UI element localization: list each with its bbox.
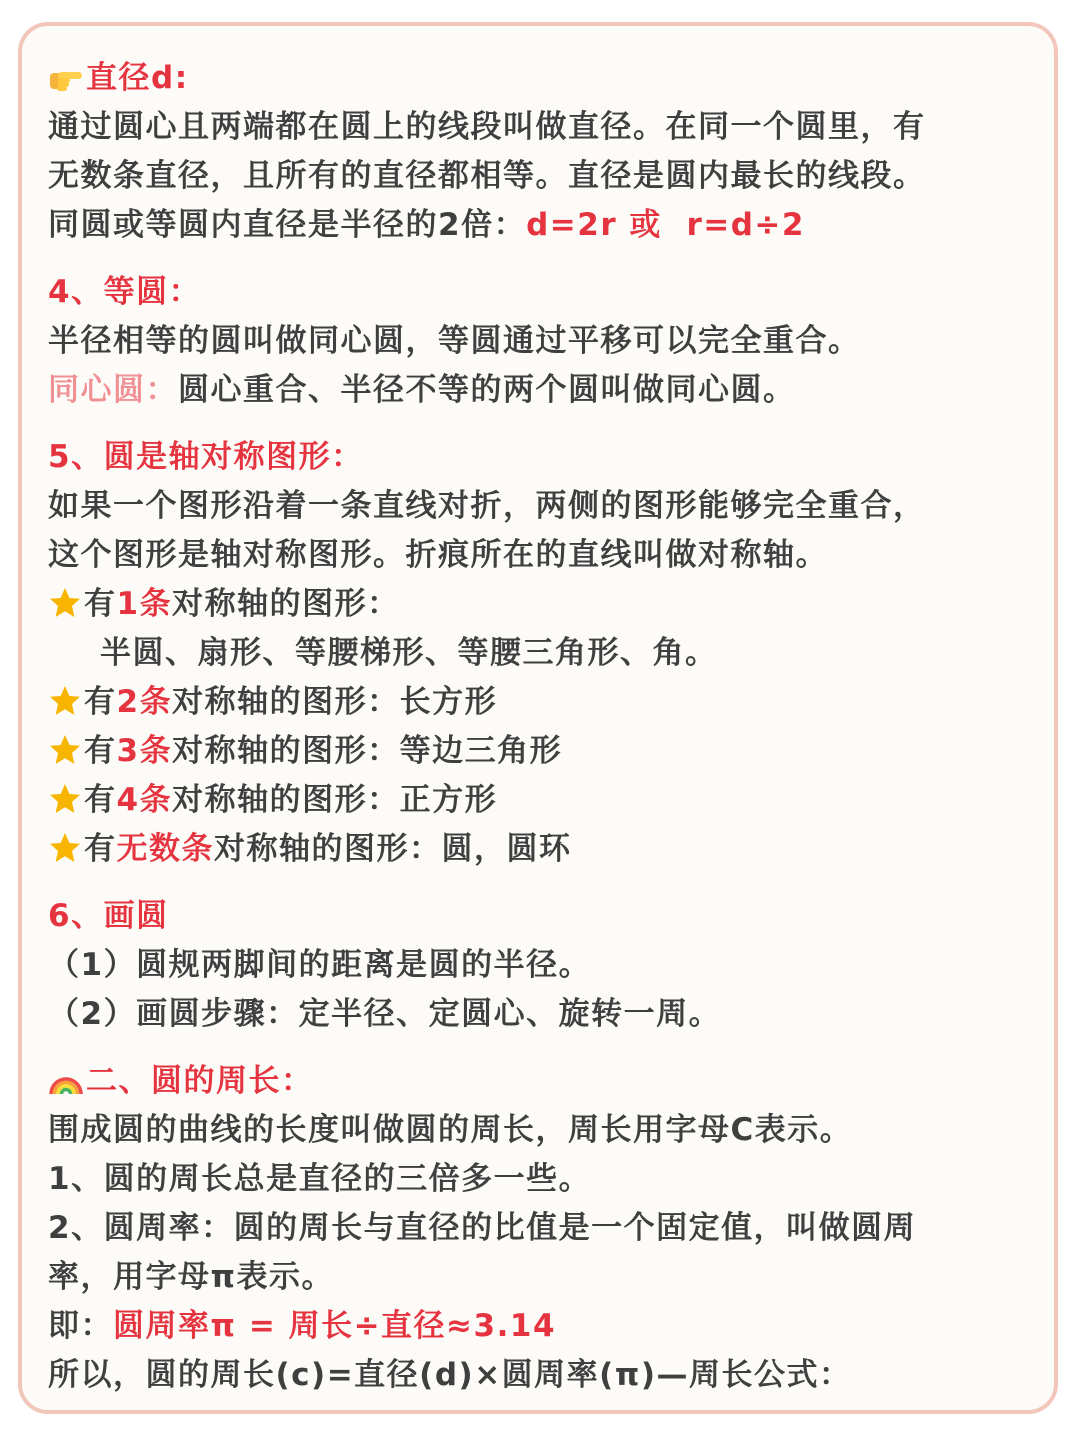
symmetry-item xyxy=(48,825,1038,874)
star-icon xyxy=(48,586,82,620)
note-content xyxy=(48,54,1038,1400)
diameter-heading-row xyxy=(48,54,1038,103)
symmetry-line-2: 这个图形是轴对称图形。折痕所在的直线叫做对称轴。 xyxy=(48,537,828,573)
circumference-heading: 二、圆的周长： xyxy=(86,1063,314,1099)
draw-circle-line-2: （2）画圆步骤：定半径、定圆心、旋转一周。 xyxy=(48,996,722,1032)
symmetry-item-count: 2条 xyxy=(116,684,173,720)
symmetry-item-pre: 有 xyxy=(84,586,117,622)
symmetry-item-count: 1条 xyxy=(116,586,173,622)
symmetry-heading: 5、圆是轴对称图形： xyxy=(48,439,364,475)
symmetry-item-count: 3条 xyxy=(116,733,173,769)
symmetry-item-count: 无数条 xyxy=(116,831,214,867)
star-icon xyxy=(48,782,82,816)
symmetry-item-post: 对称轴的图形：正方形 xyxy=(172,782,498,818)
symmetry-item-post: 对称轴的图形：长方形 xyxy=(172,684,498,720)
concentric-circle-label: 同心圆： xyxy=(48,372,178,408)
symmetry-item xyxy=(48,727,1038,776)
symmetry-item-post: 对称轴的图形：圆，圆环 xyxy=(214,831,572,867)
diameter-line-3 xyxy=(48,201,1038,250)
equal-circle-heading: 4、等圆： xyxy=(48,274,202,310)
symmetry-item xyxy=(48,776,1038,825)
pi-formula: 圆周率π = 周长÷直径≈3.14 xyxy=(113,1308,557,1344)
symmetry-item xyxy=(48,678,1038,727)
diameter-heading: 直径d: xyxy=(86,60,189,96)
diameter-line-2: 无数条直径，且所有的直径都相等。直径是圆内最长的线段。 xyxy=(48,158,926,194)
star-icon xyxy=(48,684,82,718)
circumference-line-6: 所以，圆的周长(c)=直径(d)×圆周率(π)—周长公式： xyxy=(48,1357,852,1393)
circumference-line-2: 1、圆的周长总是直径的三倍多一些。 xyxy=(48,1161,592,1197)
diameter-formula: d=2r 或 r=d÷2 xyxy=(526,207,805,243)
symmetry-item-pre: 有 xyxy=(84,831,117,867)
symmetry-item xyxy=(48,580,1038,629)
symmetry-line-1: 如果一个图形沿着一条直线对折，两侧的图形能够完全重合， xyxy=(48,488,926,524)
symmetry-item-pre: 有 xyxy=(84,684,117,720)
symmetry-item-pre: 有 xyxy=(84,782,117,818)
circumference-heading-row xyxy=(48,1057,1038,1106)
equal-circle-line-1: 半径相等的圆叫做同心圆，等圆通过平移可以完全重合。 xyxy=(48,323,861,359)
star-icon xyxy=(48,831,82,865)
symmetry-item-count: 4条 xyxy=(116,782,173,818)
circumference-line-4: 率，用字母π表示。 xyxy=(48,1259,335,1295)
rainbow-icon xyxy=(48,1064,84,1096)
circumference-line-3: 2、圆周率：圆的周长与直径的比值是一个固定值，叫做圆周 xyxy=(48,1210,917,1246)
concentric-circle-text: 圆心重合、半径不等的两个圆叫做同心圆。 xyxy=(178,372,796,408)
draw-circle-line-1: （1）圆规两脚间的距离是圆的半径。 xyxy=(48,947,592,983)
symmetry-item-pre: 有 xyxy=(84,733,117,769)
star-icon xyxy=(48,733,82,767)
symmetry-item-post: 对称轴的图形：等边三角形 xyxy=(172,733,563,769)
pi-prefix: 即： xyxy=(48,1308,113,1344)
pointing-hand-icon xyxy=(48,61,84,93)
diameter-ratio-text: 同圆或等圆内直径是半径的2倍： xyxy=(48,207,527,243)
draw-circle-heading: 6、画圆 xyxy=(48,898,169,934)
circumference-line-1: 围成圆的曲线的长度叫做圆的周长，周长用字母C表示。 xyxy=(48,1112,853,1148)
circumference-line-5 xyxy=(48,1302,1038,1351)
symmetry-item-post: 对称轴的图形： xyxy=(172,586,400,622)
diameter-line-1: 通过圆心且两端都在圆上的线段叫做直径。在同一个圆里，有 xyxy=(48,109,926,145)
symmetry-item-1-detail: 半圆、扇形、等腰梯形、等腰三角形、角。 xyxy=(100,635,718,671)
concentric-circle-line xyxy=(48,366,1038,415)
